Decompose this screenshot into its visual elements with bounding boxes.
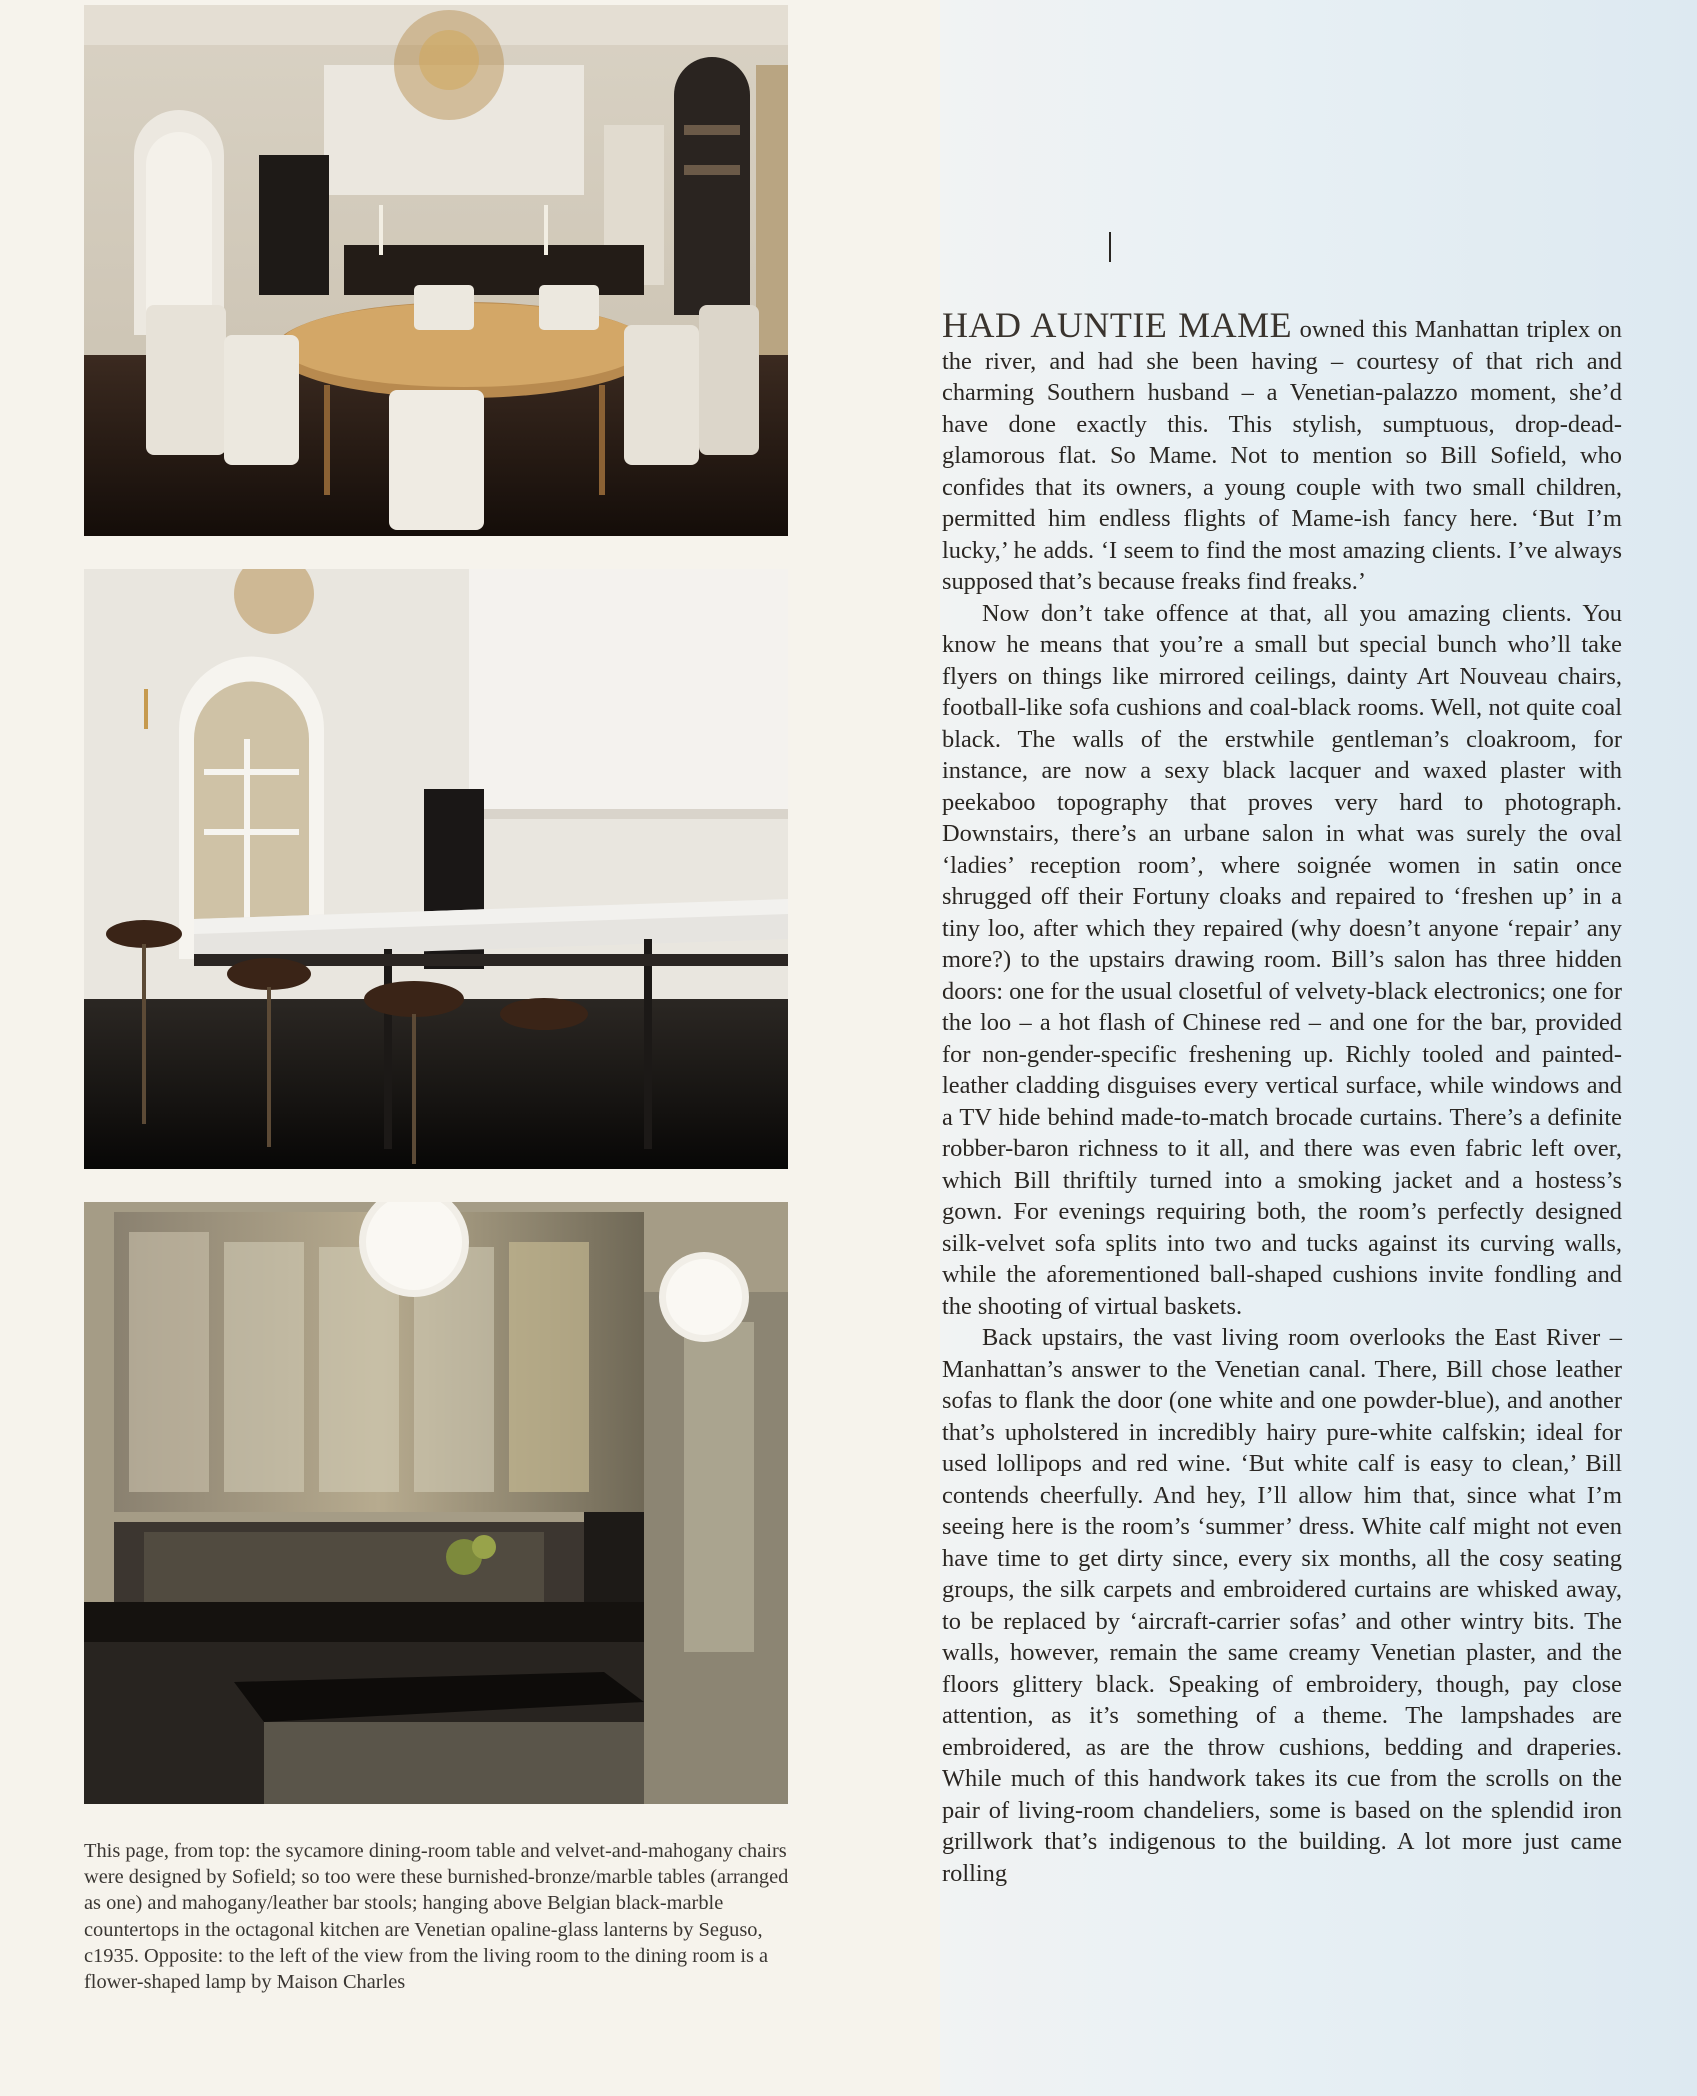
article-paragraph-3: Back upstairs, the vast living room overlooks the East River – Manhattan’s answer to the Venetian canal. There, Bill chose leather sofas to flank the door (one white and one powder-blue), and another that’s upholstered in incredibly hairy pure-white calfskin; ideal for used lollipops and red wine. ‘But white calf is easy to clean,’ Bill contends cheerfully. And hey, I’ll allow him that, since what I’m seeing here is the room’s ‘summer’ dress. White calf might not even have time to get dirty since, every six months, all the cosy seating groups, the silk carpets and embroidered curtains are whisked away, to be replaced by ‘aircraft-carrier sofas’ and other wintry bits. The walls, however, remain the same creamy Venetian plaster, and the floors glittery black. Speaking of embroidery, though, pay close attention, as it’s something of a theme. The lampshades are embroidered, as are the throw cushions, bedding and draperies. While much of this handwork takes its cue from the scrolls on the pair of living-room chandeliers, some is based on the splendid iron grillwork that’s indigenous to the building. A lot more just came rolling <box>942 1324 1622 1887</box>
article-paragraph-1 <box>942 305 1622 598</box>
paragraph-1-text: owned this Manhattan triplex on the river, and had she been having – courtesy of that rich and charming Southern husband – a Venetian-palazzo moment, she’d have done exactly this. This stylish, sumptuous, drop-dead-glamorous flat. So Mame. Not to mention so Bill Sofield, who confides that its owners, a young couple with two small children, permitted him endless flights of Mame-ish fancy here. ‘But I’m lucky,’ he adds. ‘I seem to find the most amazing clients. I’ve always supposed that’s because freaks find freaks.’ <box>942 316 1622 595</box>
margin-tick-mark <box>1108 232 1112 270</box>
photo-caption: This page, from top: the sycamore dining-room table and velvet-and-mahogany chairs were designed by Sofield; so too were these burnished-bronze/marble tables (arranged as one) and mahogany/leather bar stools; hanging above Belgian black-marble countertops in the octagonal kitchen are Venetian opaline-glass lanterns by Seguso, c1935. Opposite: to the left of the view from the living room to the dining room is a flower-shaped lamp by Maison Charles <box>84 1840 789 1994</box>
dining-room-photo <box>84 5 788 536</box>
bar-tables-photo <box>84 569 788 1169</box>
article-body <box>942 305 1622 1889</box>
lead-in: HAD AUNTIE MAME <box>942 305 1293 345</box>
article-paragraph-2: Now don’t take offence at that, all you amazing clients. You know he means that you’re a small but special bunch who’ll take flyers on things like mirrored ceilings, dainty Art Nouveau chairs, football-like sofa cushions and coal-black rooms. Well, not quite coal black. The walls of the erstwhile gentleman’s cloakroom, for instance, are now a sexy black lacquer and waxed plaster with peekaboo topography that proves very hard to photograph. Downstairs, there’s an urbane salon in what was surely the oval ‘ladies’ reception room’, where soignée women in satin once shrugged off their Fortuny cloaks and repaired to ‘freshen up’ in a tiny loo, after which they repaired (why doesn’t anyone ‘repair’ any more?) to the upstairs drawing room. Bill’s salon has three hidden doors: one for the usual closetful of velvety-black electronics; one for the loo – a hot flash of Chinese red – and one for the bar, provided for non-gender-specific freshening up. Richly tooled and painted-leather cladding disguises every vertical surface, while windows and a TV hide behind made-to-match brocade curtains. There’s a definite robber-baron richness to it all, and there was even fabric left over, which Bill thriftily turned into a smoking jacket and a hostess’s gown. For evenings requiring both, the room’s perfectly designed silk-velvet sofa splits into two and tucks against its curving walls, while the aforementioned ball-shaped cushions invite fondling and the shooting of virtual baskets. <box>942 599 1622 1320</box>
dining-room-image <box>84 5 788 536</box>
bar-tables-image <box>84 569 788 1169</box>
kitchen-photo <box>84 1202 788 1804</box>
kitchen-image <box>84 1202 788 1804</box>
